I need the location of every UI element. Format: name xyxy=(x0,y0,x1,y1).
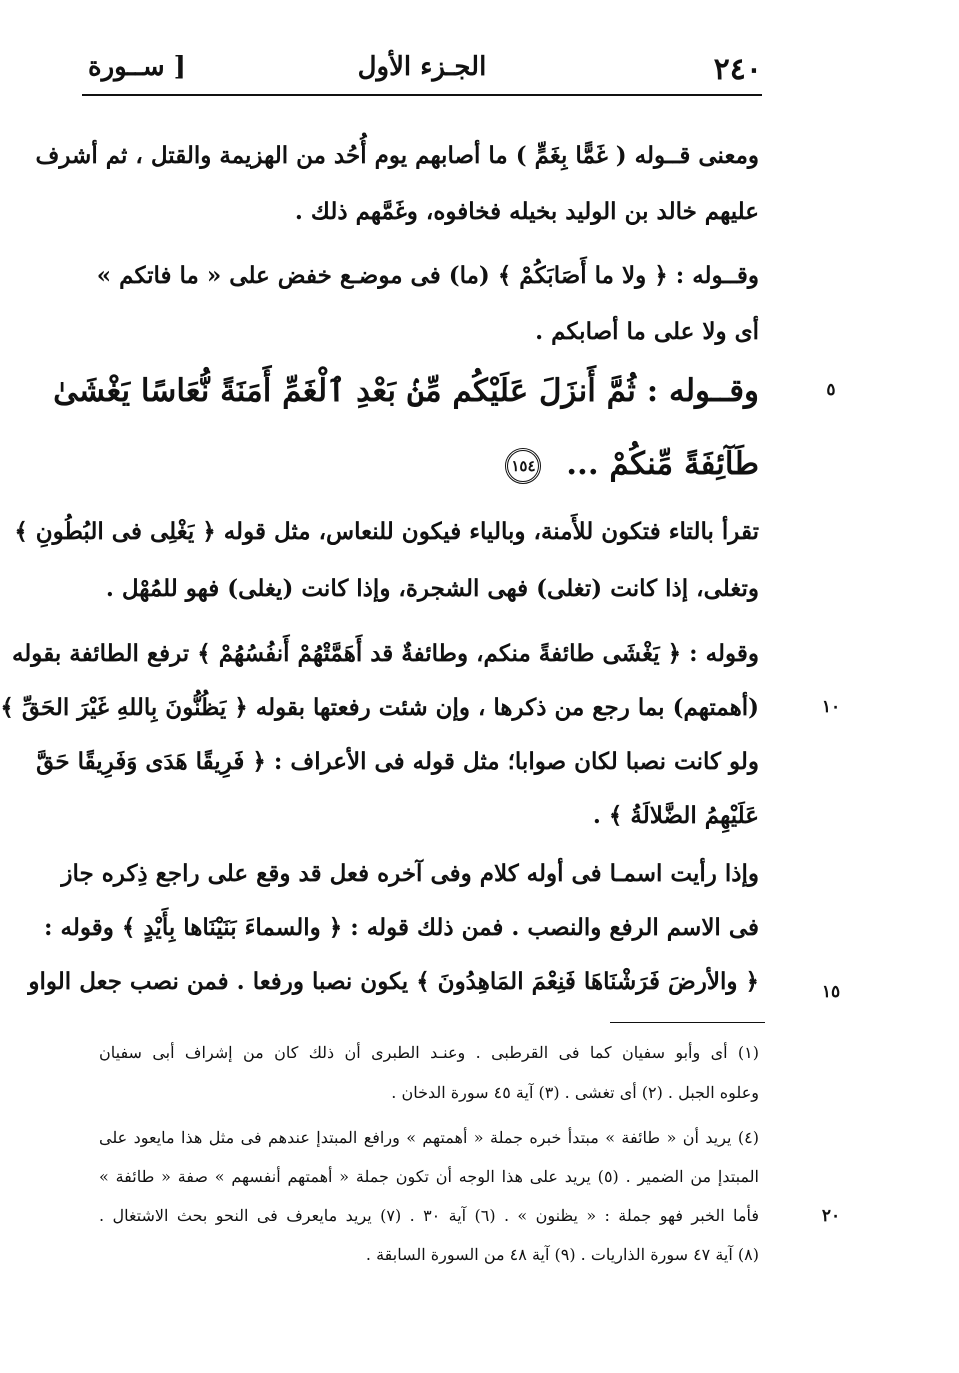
body-line: وإذا رأيت اسمـا فى أوله كلام وفى آخره فعل قد وقع على راجع ذِكره جاز xyxy=(61,860,759,887)
footnote-line: (٤) يريد أن « طائفة » مبتدأ خبره جملة « أهمتهم » ورافع المبتدإ عندهم فى مثل هذا مايعود على xyxy=(99,1128,759,1147)
quran-verse-line: وقــوله : ثُمَّ أَنزَلَ عَلَيْكُم مِّنۢ بَعْدِ ٱلْغَمِّ أَمَنَةً نُّعَاسًا يَغْشَىٰ xyxy=(53,373,759,409)
quran-verse-line xyxy=(99,446,759,484)
line-number: ٥ xyxy=(826,380,836,400)
ayah-number-marker: ١٥٤ xyxy=(505,448,541,484)
body-line: عَلَيْهِمُ الضَّلالَةُ ﴾ . xyxy=(592,802,759,829)
body-line: (أهمتهم) بما رجع من ذكرها ، وإن شئت رفعتها بقوله ﴿ يَظُنُّونَ بِاللهِ غَيْرَ الحَقِّ ﴾ xyxy=(0,694,759,721)
body-line: فى الاسم الرفع والنصب . فمن ذلك قوله : ﴿ والسماءَ بَنَيْنَاها بِأَيْدٍ ﴾ وقوله : xyxy=(44,914,759,941)
line-number: ١٥ xyxy=(821,982,841,1002)
body-line: ولو كانت نصبا لكان صوابا؛ مثل قوله فى الأعراف : ﴿ فَرِيقًا هَدَى وَفَرِيقًا حَقَّ xyxy=(36,748,759,775)
footnote-line: فأما الخبر فهو جملة : « يظنون » . (٦) آية ٣٠ . (٧) يريد مايعرف فى النحو بحث الاشتغال . xyxy=(99,1206,760,1225)
body-line: وقــوله : ﴿ ولا ما أَصَابَكُمْ ﴾ (ما) فى موضـع خفض على « ما فاتكم » xyxy=(96,262,759,289)
body-line: عليهم خالد بن الوليد بخيله فخافوه، وغَمَّهم ذلك . xyxy=(294,198,759,225)
body-line: أى ولا على ما أصابكم . xyxy=(535,318,759,345)
body-line: ومعنى قــوله ( غَمًّا بِغَمٍّ ) ما أصابهم يوم أُحُد من الهزيمة والقتل ، ثم أشرف xyxy=(35,142,759,169)
line-number: ٢٠ xyxy=(821,1206,841,1226)
body-line: وقوله : ﴿ يَغْشَى طائفةً منكم، وطائفةٌ قد أَهَمَّتْهُمْ أَنفُسُهُمْ ﴾ ترفع الطائفة بقوله xyxy=(11,640,759,667)
part-title: الجـزء الأول xyxy=(357,52,487,82)
footnote-line: المبتدإ من الضمير . (٥) يريد على هذا الوجه أن تكون جملة « أهمتهم أنفسهم » صفة « طائفة » xyxy=(99,1167,760,1186)
footnote-line: (١) أى وأبو سفيان كما فى القرطبى . وعنـد الطبرى أن ذلك كان من إشراف أبى سفيان xyxy=(99,1043,759,1062)
body-line: ﴿ والأرضَ فَرَشْنَاهَا فَنِعْمَ المَاهِدُونَ ﴾ يكون نصبا ورفعا . فمن نصب جعل الواو xyxy=(28,968,759,995)
quran-verse-text: طَآئِفَةً مِّنكُمْ ... xyxy=(566,446,759,482)
surah-label: [ ســورة xyxy=(88,52,186,82)
line-number: ١٠ xyxy=(821,697,841,717)
header-rule xyxy=(82,94,762,96)
body-line: تقرأ بالتاء فتكون للأَمنة، وبالياء فيكون للنعاس، مثل قوله ﴿ يَغْلِى فى البُطُونِ ﴾ xyxy=(14,518,759,545)
footnote-line: وعلوه الجبل . (٢) أى تغشى . (٣) آية ٤٥ سورة الدخان . xyxy=(391,1083,759,1102)
page-number: ٢٤٠ xyxy=(713,52,762,87)
page-header xyxy=(82,52,762,96)
body-line: وتغلى، إذا كانت (تغلى) فهى الشجرة، وإذا كانت (يغلى) فهو للمُهْل . xyxy=(105,575,759,602)
footnote-line: (٨) آية ٤٧ سورة الذاريات . (٩) آية ٤٨ من السورة السابقة . xyxy=(365,1245,759,1264)
footnote-rule xyxy=(610,1022,765,1023)
